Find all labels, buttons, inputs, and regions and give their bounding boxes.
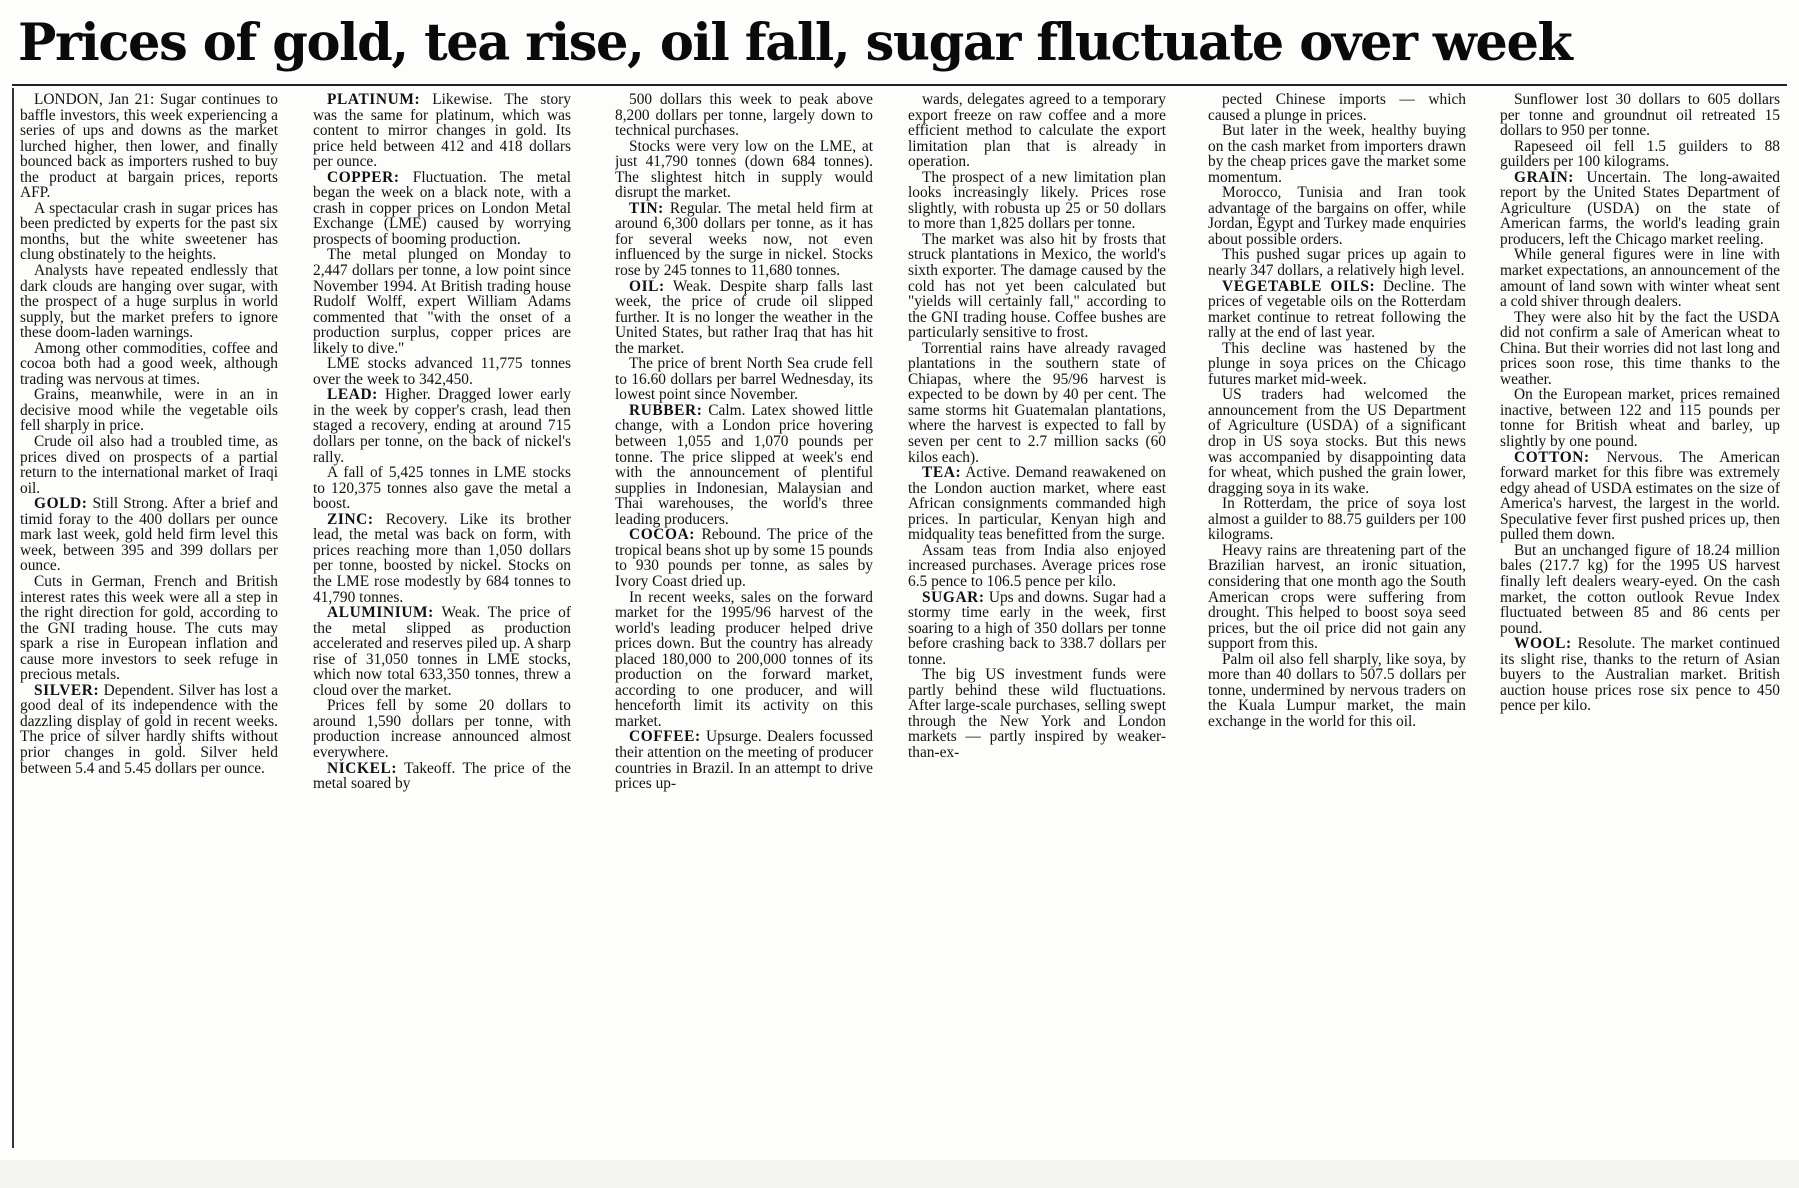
clipping-left-border [12, 88, 14, 1148]
article-paragraph [20, 683, 278, 776]
paragraph-text: Prices fell by some 20 dollars to around 1,590 dollars per tonne, with production increase announced almost everywhere. [313, 697, 571, 761]
article-paragraph [1208, 185, 1466, 247]
article-paragraph [313, 761, 571, 792]
paragraph-text: A spectacular crash in sugar prices has been predicted by experts for the past six months, but the white sweetener has clung obstinately to the heights. [20, 199, 278, 264]
paragraph-text: LONDON, Jan 21: Sugar continues to baffle investors, this week experiencing a series of ups and downs as the market lurched higher, then lower, and finally bounced back as importers rushed to buy the product at bargain prices, reports AFP. [20, 92, 278, 202]
paragraph-text: Active. Demand reawakened on the London auction market, where east African consignments commanded high prices. In particular, Kenyan high and midquality teas benefitted from the surge. [908, 464, 1166, 544]
article-paragraph [615, 139, 873, 201]
article-paragraph [1208, 387, 1466, 496]
article-paragraph [313, 356, 571, 387]
article-paragraph [615, 356, 873, 403]
paragraph-text: But later in the week, healthy buying on the cash market from importers drawn by the cheap prices gave the market some momentum. [1208, 122, 1466, 186]
article-column-2 [313, 92, 571, 1152]
article-paragraph [1500, 450, 1780, 543]
article-paragraph [1208, 543, 1466, 652]
section-lead-label: ZINC: [327, 510, 374, 528]
paragraph-text: On the European market, prices remained inactive, between 122 and 115 pounds per tonne for British wheat and barley, up slightly by one pound. [1500, 386, 1780, 451]
article-column-3 [615, 92, 873, 1152]
section-lead-label: COTTON: [1514, 448, 1590, 466]
article-paragraph [20, 341, 278, 388]
article-paragraph [20, 434, 278, 496]
article-paragraph [908, 232, 1166, 341]
article-paragraph [908, 667, 1166, 760]
section-lead-label: PLATINUM: [327, 92, 421, 108]
paragraph-text: Regular. The metal held firm at around 6,300 dollars per tonne, as it has for several weeks now, not even influenced by the surge in nickel. Stocks rose by 245 tonnes to 11,680 tonnes. [615, 199, 873, 280]
paragraph-text: Analysts have repeated endlessly that dark clouds are hanging over sugar, with the prospect of a huge surplus in world supply, but the market prefers to ignore these doom-laden warnings. [20, 262, 278, 342]
article-paragraph [20, 201, 278, 263]
article-column-4 [908, 92, 1166, 1152]
article-paragraph [1208, 496, 1466, 543]
article-paragraph [313, 465, 571, 512]
article-paragraph [1500, 92, 1780, 139]
section-lead-label: GOLD: [34, 495, 88, 513]
paragraph-text: US traders had welcomed the announcement from the US Department of Agriculture (USDA) of a significant drop in US soya stocks. But this news was accompanied by disappointing data for wheat, which pushed the grain lower, dragging soya in its wake. [1208, 386, 1466, 497]
paragraph-text: LME stocks advanced 11,775 tonnes over the week to 342,450. [313, 355, 571, 388]
section-lead-label: SUGAR: [922, 588, 985, 606]
section-lead-label: LEAD: [327, 386, 378, 404]
paragraph-text: Takeoff. The price of the metal soared by [313, 759, 571, 793]
article-paragraph [908, 92, 1166, 170]
section-lead-label: GRAIN: [1514, 168, 1575, 186]
article-paragraph [1500, 139, 1780, 170]
section-lead-label: VEGETABLE OILS: [1222, 277, 1376, 295]
article-paragraph [1208, 341, 1466, 388]
article-paragraph [313, 170, 571, 248]
paragraph-text: Ups and downs. Sugar had a stormy time early in the week, first soaring to a high of 350 dollars per tonne before crashing back to 338.7 dollars per tonne. [908, 588, 1166, 668]
paragraph-text: Calm. Latex showed little change, with a London price hovering between 1,055 and 1,070 pounds per tonne. The price slipped at week's end with the announcement of plentiful supplies in Indonesian, Malaysian and Thai warehouses, the world's three leading producers. [615, 401, 873, 528]
article-paragraph [1208, 279, 1466, 341]
article-paragraph [908, 543, 1166, 590]
article-paragraph [1500, 387, 1780, 449]
section-lead-label: TEA: [922, 464, 962, 482]
article-paragraph [615, 729, 873, 791]
article-paragraph [908, 341, 1166, 465]
paragraph-text: They were also hit by the fact the USDA did not confirm a sale of American wheat to China. But their worries did not last long and prices soon rose, this time thanks to the weather. [1500, 308, 1780, 388]
section-lead-label: TIN: [629, 199, 664, 217]
article-paragraph [1500, 310, 1780, 388]
article-paragraph [313, 605, 571, 698]
section-lead-label: WOOL: [1514, 635, 1572, 653]
paragraph-text: The market was also hit by frosts that struck plantations in Mexico, the world's sixth exporter. The damage caused by the cold has not yet been calculated but "yields will certainly fall," according to the GNI trading house. Coffee bushes are particularly sensitive to frost. [908, 230, 1166, 342]
paragraph-text: Torrential rains have already ravaged plantations in the southern state of Chiapas, where the 95/96 harvest is expected to be down by 40 per cent. The same storms hit Guatemalan plantations, where the harvest is expected to fall by seven per cent to 2.7 million sacks (60 kilos each). [908, 339, 1166, 466]
article-paragraph [615, 527, 873, 589]
section-lead-label: ALUMINIUM: [327, 604, 434, 622]
paragraph-text: Rapeseed oil fell 1.5 guilders to 88 guilders per 100 kilograms. [1500, 137, 1780, 171]
paragraph-text: Cuts in German, French and British interest rates this week were all a step in the right direction for gold, according to the GNI trading house. The cuts may spark a rise in European inflation and cause more investors to seek refuge in precious metals. [20, 572, 278, 684]
paragraph-text: Likewise. The story was the same for platinum, which was content to mirror changes in gold. Its price held between 412 and 418 dollars per ounce. [313, 92, 571, 171]
article-column-5 [1208, 92, 1466, 1152]
paragraph-text: pected Chinese imports — which caused a plunge in prices. [1208, 92, 1466, 124]
section-lead-label: COCOA: [629, 526, 696, 544]
article-paragraph [313, 247, 571, 356]
article-paragraph [1500, 247, 1780, 309]
paragraph-text: Dependent. Silver has lost a good deal of its independence with the dazzling display of gold in recent weeks. The price of silver hardly shifts without prior changes in gold. Silver held between 5.4 and 5.45 dollars per ounce. [20, 681, 278, 777]
article-column-6 [1500, 92, 1780, 1152]
paragraph-text: Sunflower lost 30 dollars to 605 dollars per tonne and groundnut oil retreated 15 dollars to 950 per tonne. [1500, 92, 1780, 140]
article-paragraph [908, 170, 1166, 232]
section-lead-label: SILVER: [34, 681, 100, 699]
article-paragraph [615, 590, 873, 730]
paragraph-text: The prospect of a new limitation plan looks increasingly likely. Prices rose slightly, with robusta up 25 or 50 dollars to more than 1,825 dollars per tonne. [908, 168, 1166, 233]
paragraph-text: Fluctuation. The metal began the week on a black note, with a crash in copper prices on London Metal Exchange (LME) caused by worrying prospects of booming production. [313, 168, 571, 248]
page-bottom-margin [0, 1160, 1799, 1188]
paragraph-text: A fall of 5,425 tonnes in LME stocks to 120,375 tonnes also gave the metal a boost. [313, 464, 571, 513]
article-paragraph [313, 698, 571, 760]
paragraph-text: Among other commodities, coffee and cocoa both had a good week, although trading was nervous at times. [20, 339, 278, 388]
article-paragraph [20, 92, 278, 201]
paragraph-text: Uncertain. The long-awaited report by the United States Department of Agriculture (USDA) on the state of American farms, the world's leading grain producers, left the Chicago market reeling. [1500, 168, 1780, 248]
paragraph-text: The metal plunged on Monday to 2,447 dollars per tonne, a low point since November 1994. At British trading house Rudolf Wolff, expert William Adams commented that "with the onset of a production surplus, copper prices are likely to dive." [313, 246, 571, 357]
paragraph-text: Upsurge. Dealers focussed their attention on the meeting of producer countries in Brazil. In an attempt to drive prices up- [615, 728, 873, 793]
article-paragraph [615, 92, 873, 139]
paragraph-text: Stocks were very low on the LME, at just 41,790 tonnes (down 684 tonnes). The slightest hitch in supply would disrupt the market. [615, 137, 873, 202]
article-paragraph [20, 574, 278, 683]
article-paragraph [1208, 123, 1466, 185]
paragraph-text: Weak. The price of the metal slipped as production accelerated and reserves piled up. A sharp rise of 31,050 tonnes in LME stocks, which now total 633,350 tonnes, threw a cloud over the market. [313, 604, 571, 699]
paragraph-text: Nervous. The American forward market for this fibre was extremely edgy ahead of USDA estimates on the size of America's harvest, the largest in the world. Speculative fever first pushed prices up, then pulled them down. [1500, 448, 1780, 544]
paragraph-text: Crude oil also had a troubled time, as prices dived on prospects of a partial return to the international market of Iraqi oil. [20, 433, 278, 497]
paragraph-text: This pushed sugar prices up again to nearly 347 dollars, a relatively high level. [1208, 246, 1466, 280]
headline-rule [12, 84, 1787, 86]
paragraph-text: Palm oil also fell sharply, like soya, by more than 40 dollars to 507.5 dollars per tonne, undermined by nervous traders on the Kuala Lumpur market, the main exchange in the world for this oil. [1208, 650, 1466, 730]
paragraph-text: But an unchanged figure of 18.24 million bales (217.7 kg) for the 1995 US harvest finally left dealers weary-eyed. On the cash market, the cotton outlook Revue Index fluctuated between 85 and 86 cents per pound. [1500, 541, 1780, 637]
paragraph-text: While general figures were in line with market expectations, an announcement of the amount of land sown with winter wheat sent a cold shiver through dealers. [1500, 246, 1780, 311]
paragraph-text: Assam teas from India also enjoyed increased purchases. Average prices rose 6.5 pence to 106.5 pence per kilo. [908, 541, 1166, 590]
article-paragraph [313, 92, 571, 170]
article-paragraph [1208, 92, 1466, 123]
paragraph-text: The price of brent North Sea crude fell to 16.60 dollars per barrel Wednesday, its lowest point since November. [615, 355, 873, 404]
article-paragraph [1208, 247, 1466, 278]
headline: Prices of gold, tea rise, oil fall, sugar fluctuate over week [18, 13, 1572, 73]
paragraph-text: Still Strong. After a brief and timid foray to the 400 dollars per ounce mark last week, gold held firm level this week, between 395 and 399 dollars per ounce. [20, 495, 278, 575]
paragraph-text: Weak. Despite sharp falls last week, the price of crude oil slipped further. It is no longer the weather in the United States, but rather Iraq that has hit the market. [615, 277, 873, 357]
section-lead-label: COFFEE: [629, 728, 701, 746]
article-paragraph [313, 512, 571, 605]
paragraph-text: Rebound. The price of the tropical beans shot up by some 15 pounds to 930 pounds per tonne, as sales by Ivory Coast dried up. [615, 526, 873, 590]
paragraph-text: The big US investment funds were partly behind these wild fluctuations. After large-scale purchases, selling swept through the New York and London markets — partly inspired by weaker-than-ex- [908, 666, 1166, 761]
paragraph-text: Recovery. Like its brother lead, the metal was back on form, with prices reaching more than 1,050 dollars per tonne, boosted by nickel. Stocks on the LME rose modestly by 684 tonnes to 41,790 tonnes. [313, 510, 571, 606]
section-lead-label: RUBBER: [629, 401, 703, 419]
article-paragraph [908, 590, 1166, 668]
paragraph-text: In recent weeks, sales on the forward market for the 1995/96 harvest of the world's leading producer helped drive prices down. But the country has already placed 180,000 to 200,000 tonnes of its production on the forward market, according to one producer, and will henceforth limit its activity on this market. [615, 588, 873, 730]
section-lead-label: COPPER: [327, 168, 400, 186]
article-paragraph [1500, 636, 1780, 714]
article-paragraph [1208, 652, 1466, 730]
article-paragraph [615, 403, 873, 527]
article-paragraph [1500, 170, 1780, 248]
paragraph-text: 500 dollars this week to peak above 8,200 dollars per tonne, largely down to technical purchases. [615, 92, 873, 140]
article-column-1 [20, 92, 278, 1152]
article-paragraph [1500, 543, 1780, 636]
article-paragraph [908, 465, 1166, 543]
section-lead-label: OIL: [629, 277, 665, 295]
article-paragraph [20, 387, 278, 434]
article-paragraph [615, 201, 873, 279]
article-paragraph [20, 496, 278, 574]
paragraph-text: Morocco, Tunisia and Iran took advantage of the bargains on offer, while Jordan, Egypt and Turkey made enquiries about possible orders. [1208, 184, 1466, 248]
section-lead-label: NICKEL: [327, 759, 398, 777]
paragraph-text: Grains, meanwhile, were in an in decisive mood while the vegetable oils fell sharply in price. [20, 386, 278, 435]
paragraph-text: Higher. Dragged lower early in the week by copper's crash, lead then staged a recovery, ending at around 715 dollars per tonne, on the back of nickel's rally. [313, 386, 571, 466]
article-paragraph [20, 263, 278, 341]
article-paragraph [313, 387, 571, 465]
paragraph-text: Resolute. The market continued its slight rise, thanks to the return of Asian buyers to the Australian market. British auction house prices rose six pence to 450 pence per kilo. [1500, 635, 1780, 715]
paragraph-text: wards, delegates agreed to a temporary export freeze on raw coffee and a more efficient method to calculate the export limitation plan that is already in operation. [908, 92, 1166, 171]
paragraph-text: In Rotterdam, the price of soya lost almost a guilder to 88.75 guilders per 100 kilograms. [1208, 495, 1466, 544]
article-paragraph [615, 279, 873, 357]
paragraph-text: Decline. The prices of vegetable oils on the Rotterdam market continue to retreat following the rally at the end of last year. [1208, 277, 1466, 342]
paragraph-text: Heavy rains are threatening part of the Brazilian harvest, an ironic situation, considering that one month ago the South American crops were suffering from drought. This helped to boost soya seed prices, but the oil price did not gain any support from this. [1208, 541, 1466, 653]
paragraph-text: This decline was hastened by the plunge in soya prices on the Chicago futures market mid-week. [1208, 339, 1466, 388]
